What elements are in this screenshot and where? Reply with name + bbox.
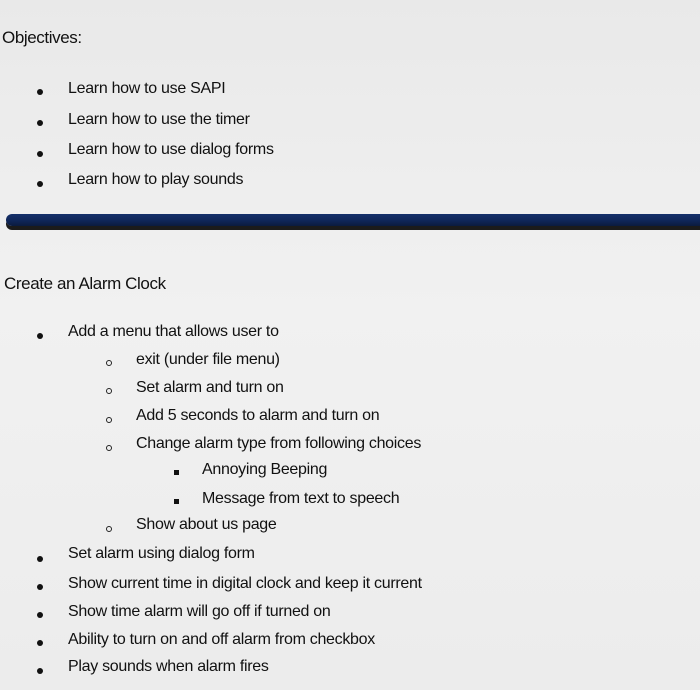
objective-item: Learn how to play sounds <box>68 171 244 188</box>
circle-bullet-icon <box>106 388 112 394</box>
menu-subitem: exit (under file menu) <box>136 351 280 368</box>
requirement-item: Show time alarm will go off if turned on <box>68 603 331 620</box>
bullet-icon <box>37 584 43 590</box>
alarm-type-option: Message from text to speech <box>202 490 400 507</box>
circle-bullet-icon <box>106 417 112 423</box>
menu-subitem: Change alarm type from following choices <box>136 435 422 452</box>
bullet-icon <box>37 89 43 95</box>
objective-item: Learn how to use dialog forms <box>68 141 274 158</box>
circle-bullet-icon <box>106 445 112 451</box>
requirement-item: Show current time in digital clock and keep it current <box>68 575 422 592</box>
objective-item: Learn how to use SAPI <box>68 80 226 97</box>
bullet-icon <box>37 668 43 674</box>
alarm-type-option: Annoying Beeping <box>202 461 328 478</box>
requirement-item: Set alarm using dialog form <box>68 545 255 562</box>
bullet-icon <box>37 151 43 157</box>
section-divider <box>6 214 700 226</box>
objective-item: Learn how to use the timer <box>68 111 250 128</box>
circle-bullet-icon <box>106 526 112 532</box>
bullet-icon <box>37 333 43 339</box>
menu-subitem: Set alarm and turn on <box>136 379 284 396</box>
bullet-icon <box>37 120 43 126</box>
menu-subitem: Add 5 seconds to alarm and turn on <box>136 407 380 424</box>
bullet-icon <box>37 640 43 646</box>
menu-subitem: Show about us page <box>136 516 277 533</box>
bullet-icon <box>37 181 43 187</box>
requirement-item: Ability to turn on and off alarm from checkbox <box>68 631 375 648</box>
square-bullet-icon <box>174 499 179 504</box>
assignment-heading: Create an Alarm Clock <box>4 274 166 293</box>
circle-bullet-icon <box>106 360 112 366</box>
objectives-heading: Objectives: <box>2 28 82 47</box>
requirement-item: Play sounds when alarm fires <box>68 658 269 675</box>
bullet-icon <box>37 612 43 618</box>
bullet-icon <box>37 556 43 562</box>
square-bullet-icon <box>174 470 179 475</box>
requirement-item: Add a menu that allows user to <box>68 323 279 340</box>
